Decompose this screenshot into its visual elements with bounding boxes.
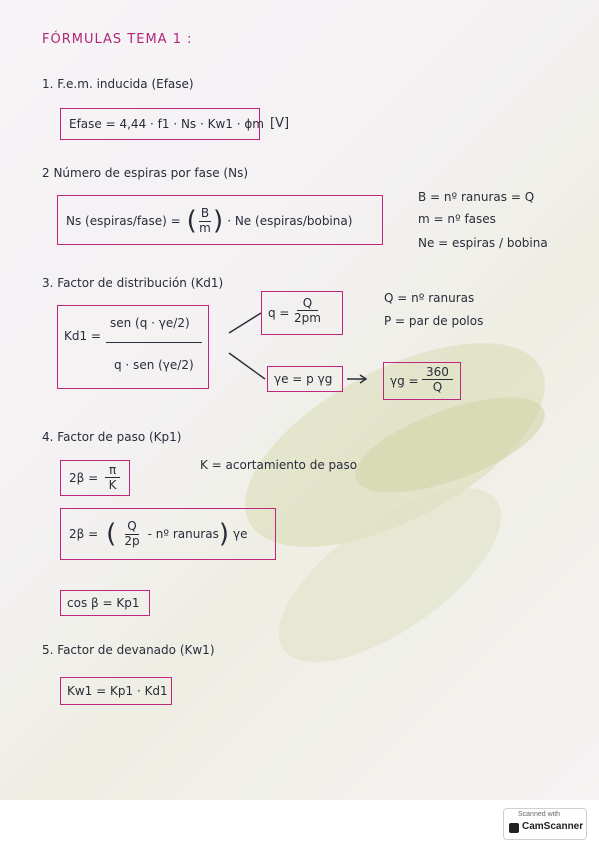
section-5-heading: 5. Factor de devanado (Kw1) bbox=[42, 643, 215, 657]
f2-label: 2β = bbox=[69, 527, 99, 541]
kd1-denominator: q · sen (γe/2) bbox=[114, 358, 194, 372]
f2-formula bbox=[69, 515, 248, 553]
q-fraction bbox=[294, 296, 321, 325]
formula-box-2b-pi bbox=[60, 460, 130, 496]
formula-box-efase bbox=[60, 108, 264, 140]
formula-box-ns bbox=[57, 195, 383, 245]
note-ne: Ne = espiras / bobina bbox=[418, 236, 548, 250]
kd1-numerator: sen (q · γe/2) bbox=[110, 316, 190, 330]
section-3-heading: 3. Factor de distribución (Kd1) bbox=[42, 276, 224, 290]
yg-fraction bbox=[422, 365, 453, 394]
formula-box-ye bbox=[267, 366, 343, 392]
note-b: B = nº ranuras = Q bbox=[418, 190, 535, 204]
ye-formula: γe = p γg bbox=[274, 372, 333, 386]
paren-open: ( bbox=[106, 519, 117, 549]
paren-open: ( bbox=[186, 206, 197, 236]
fraction-b-m bbox=[199, 207, 211, 234]
fraction-denominator: m bbox=[199, 220, 211, 235]
note-m: m = nº fases bbox=[418, 212, 496, 226]
section-4-heading: 4. Factor de paso (Kp1) bbox=[42, 430, 182, 444]
note-p: P = par de polos bbox=[384, 314, 484, 328]
yg-denominator: Q bbox=[432, 380, 443, 394]
f2-fraction bbox=[124, 520, 139, 547]
formula-box-q bbox=[261, 291, 343, 335]
note-q: Q = nº ranuras bbox=[384, 291, 475, 305]
f3-formula: cos β = Kp1 bbox=[67, 596, 140, 610]
q-label: q = bbox=[268, 306, 290, 320]
f1-numerator: π bbox=[105, 463, 120, 478]
paren-close: ) bbox=[218, 519, 230, 549]
q-denominator: 2pm bbox=[294, 311, 321, 325]
fraction-bar bbox=[106, 342, 202, 343]
kd1-label: Kd1 = bbox=[64, 329, 101, 343]
formula-box-cos bbox=[60, 590, 150, 616]
camscanner-badge bbox=[503, 808, 587, 840]
formula-box-yg bbox=[383, 362, 461, 400]
fraction-numerator: B bbox=[200, 206, 210, 221]
kw1-formula: Kw1 = Kp1 · Kd1 bbox=[67, 684, 168, 698]
f2-numerator: Q bbox=[127, 519, 137, 534]
note-k: K = acortamiento de paso bbox=[200, 458, 358, 472]
formula-box-kd1 bbox=[57, 305, 209, 389]
f2-end: γe bbox=[233, 527, 248, 541]
formula-efase: Efase = 4,44 · f1 · Ns · Kw1 · ϕm bbox=[69, 117, 264, 131]
formula-ns-left: Ns (espiras/fase) = bbox=[66, 214, 181, 228]
f1-denominator: K bbox=[108, 478, 117, 492]
section-1-heading: 1. F.e.m. inducida (Efase) bbox=[42, 77, 194, 91]
page-title: FÓRMULAS TEMA 1 : bbox=[42, 32, 193, 47]
arrow-right-icon bbox=[345, 372, 371, 386]
formula-ns-right: · Ne (espiras/bobina) bbox=[227, 214, 353, 228]
formula-box-kw1 bbox=[60, 677, 172, 705]
q-numerator: Q bbox=[297, 296, 318, 311]
section-2-heading: 2 Número de espiras por fase (Ns) bbox=[42, 166, 249, 180]
unit-volts: [V] bbox=[270, 116, 290, 131]
yg-label: γg = bbox=[390, 374, 419, 388]
camscanner-logo-icon bbox=[509, 823, 519, 833]
f1-fraction bbox=[105, 463, 120, 492]
paren-close: ) bbox=[213, 206, 224, 236]
yg-numerator: 360 bbox=[422, 365, 453, 380]
badge-line2: CamScanner bbox=[522, 821, 584, 832]
f1-label: 2β = bbox=[69, 471, 99, 485]
badge-line1: Scanned with bbox=[518, 811, 561, 818]
formula-ns bbox=[66, 202, 352, 240]
f2-mid: - nº ranuras bbox=[147, 527, 219, 541]
formula-box-2b-full bbox=[60, 508, 276, 560]
f2-denominator: 2p bbox=[124, 533, 140, 548]
